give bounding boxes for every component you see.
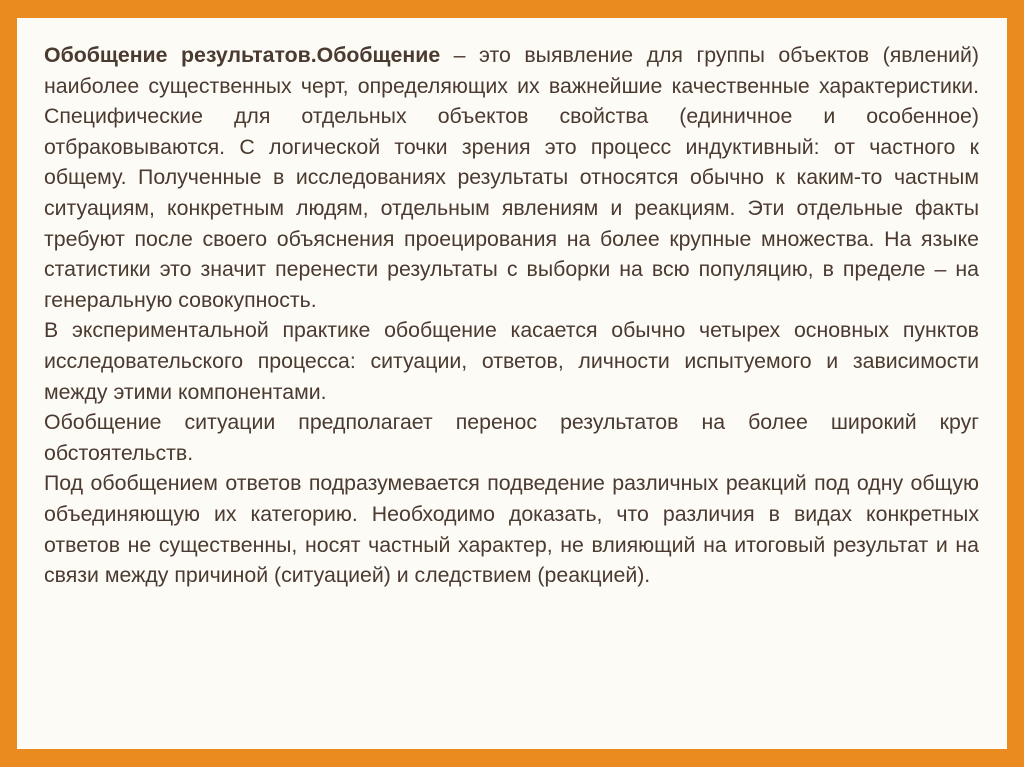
slide-title: Обобщение результатов.Обобщение bbox=[44, 43, 441, 67]
paragraph-2: В экспериментальной практике обобщение касается обычно четырех основных пунктов исследовательского процесса: ситуации, ответов, личности испытуемого и зависимости между этими компонентами. bbox=[44, 318, 979, 404]
paragraph-4: Под обобщением ответов подразумевается подведение различных реакций под одну общую объединяющую их категорию. Необходимо доказать, что различия в видах конкретных ответов не существенны, носят частный характер, не влияющий на итоговый результат и на связи между причиной (ситуацией) и следствием (реакцией). bbox=[44, 471, 979, 588]
slide-frame bbox=[17, 18, 1007, 749]
paragraph-3: Обобщение ситуации предполагает перенос результатов на более широкий круг обстоятельств. bbox=[44, 410, 979, 465]
slide-content bbox=[44, 40, 979, 591]
paragraph-1-text: – это выявление для группы объектов (явлений) наиболее существенных черт, определяющих их важнейшие качественные характеристики. Специфические для отдельных объектов свойства (единичное и особенное) отбраковываются. С логической точки зрения это процесс индуктивный: от частного к общему. Полученные в исследованиях результаты относятся обычно к каким-то частным ситуациям, конкретным людям, отдельным явлениям и реакциям. Эти отдельные факты требуют после своего объяснения проецирования на более крупные множества. На языке статистики это значит перенести результаты с выборки на всю популяцию, в пределе – на генеральную совокупность. bbox=[44, 43, 979, 312]
paragraph-1 bbox=[44, 40, 979, 315]
